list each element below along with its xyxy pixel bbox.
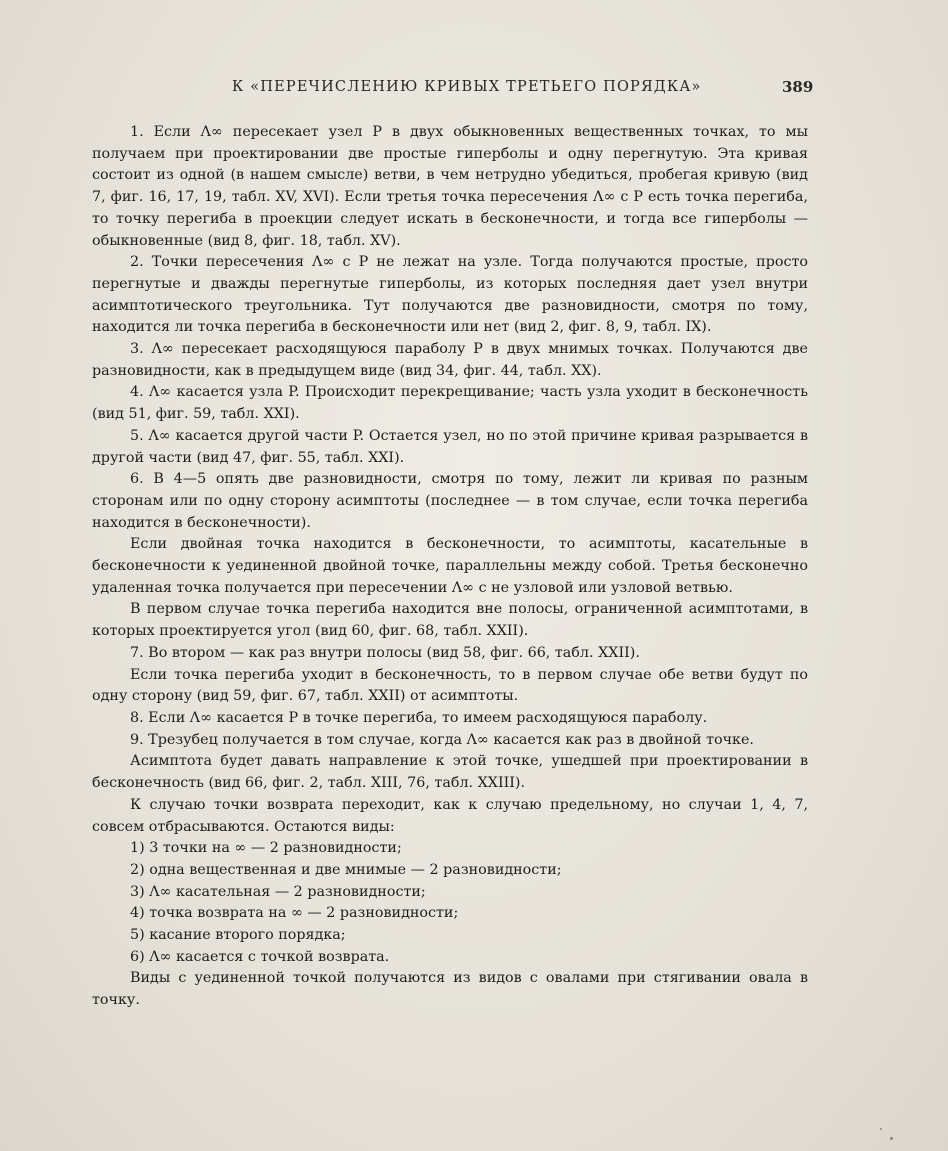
paragraph: 2. Точки пересечения Λ∞ с P не лежат на узле. Тогда получаются простые, просто перегнутые и дважды перегнутые гиперболы, из которых последняя дает узел внутри асимптотического треугольника. Тут получаются две разновидности, смотря по тому, находится ли точка перегиба в бесконечности или нет (вид 2, фиг. 8, 9, табл. IX).: [92, 254, 808, 336]
paragraph: К случаю точки возврата переходит, как к случаю предельному, но случаи 1, 4, 7, совсем отбрасываются. Остаются виды:: [92, 796, 808, 835]
list-item: 4) точка возврата на ∞ — 2 разновидности;: [130, 905, 459, 922]
list-item: 5) касание второго порядка;: [130, 927, 346, 944]
closing-paragraph: Виды с уединенной точкой получаются из видов с овалами при стягивании овала в точку.: [92, 970, 808, 1009]
paragraph: 7. Во втором — как раз внутри полосы (вид 58, фиг. 66, табл. XXII).: [130, 644, 640, 661]
paragraph: 1. Если Λ∞ пересекает узел P в двух обыкновенных вещественных точках, то мы получаем при проектировании две простые гиперболы и одну перегнутую. Эта кривая состоит из одной (в нашем смысле) ветви, в чем нетрудно убедиться, пробегая кривую (вид 7, фиг. 16, 17, 19, табл. XV, XVI). Если третья точка пересечения Λ∞ с P есть точка перегиба, то точку перегиба в проекции следует искать в бесконечности, и тогда все гиперболы — обыкновенные (вид 8, фиг. 18, табл. XV).: [92, 124, 808, 249]
paragraph: Если точка перегиба уходит в бесконечность, то в первом случае обе ветви будут по одну сторону (вид 59, фиг. 67, табл. XXII) от асимптоты.: [92, 666, 808, 705]
paragraph: Если двойная точка находится в бесконечности, то асимптоты, касательные в бесконечности к уединенной двойной точке, параллельны между собой. Третья бесконечно удаленная точка получается при пересечении Λ∞ с не узловой или узловой ветвью.: [92, 536, 808, 596]
paragraph: 6. В 4—5 опять две разновидности, смотря по тому, лежит ли кривая по разным сторонам или по одну сторону асимптоты (последнее — в том случае, если точка перегиба находится в бесконечности).: [92, 471, 808, 531]
paragraph: Асимптота будет давать направление к этой точке, ушедшей при проектировании в бесконечность (вид 66, фиг. 2, табл. XIII, 76, табл. XXIII).: [92, 753, 808, 792]
list-item: 3) Λ∞ касательная — 2 разновидности;: [130, 883, 426, 900]
paragraph: 4. Λ∞ касается узла P. Происходит перекрещивание; часть узла уходит в бесконечность (вид 51, фиг. 59, табл. XXI).: [92, 384, 808, 423]
list-item: 2) одна вещественная и две мнимые — 2 разновидности;: [130, 861, 562, 878]
list-item: 6) Λ∞ касается с точкой возврата.: [130, 948, 390, 965]
page-number: 389: [782, 78, 814, 96]
paragraph: 3. Λ∞ пересекает расходящуюся параболу P в двух мнимых точках. Получаются две разновидности, как в предыдущем виде (вид 34, фиг. 44, табл. XX).: [92, 341, 808, 379]
running-title: К «ПЕРЕЧИСЛЕНИЮ КРИВЫХ ТРЕТЬЕГО ПОРЯДКА»: [232, 79, 702, 95]
paper-speck: [890, 1137, 893, 1140]
list-item: 1) 3 точки на ∞ — 2 разновидности;: [130, 840, 402, 857]
paragraph: 9. Трезубец получается в том случае, когда Λ∞ касается как раз в двойной точке.: [130, 731, 754, 748]
paragraph: 5. Λ∞ касается другой части P. Остается узел, но по этой причине кривая разрывается в другой части (вид 47, фиг. 55, табл. XXI).: [92, 427, 808, 466]
paragraph: В первом случае точка перегиба находится вне полосы, ограниченной асимптотами, в которых проектируется угол (вид 60, фиг. 68, табл. XXII).: [92, 601, 808, 640]
paper-speck: [880, 1128, 882, 1130]
paragraph: 8. Если Λ∞ касается P в точке перегиба, то имеем расходящуюся параболу.: [130, 709, 708, 726]
body-text: [92, 122, 808, 1012]
